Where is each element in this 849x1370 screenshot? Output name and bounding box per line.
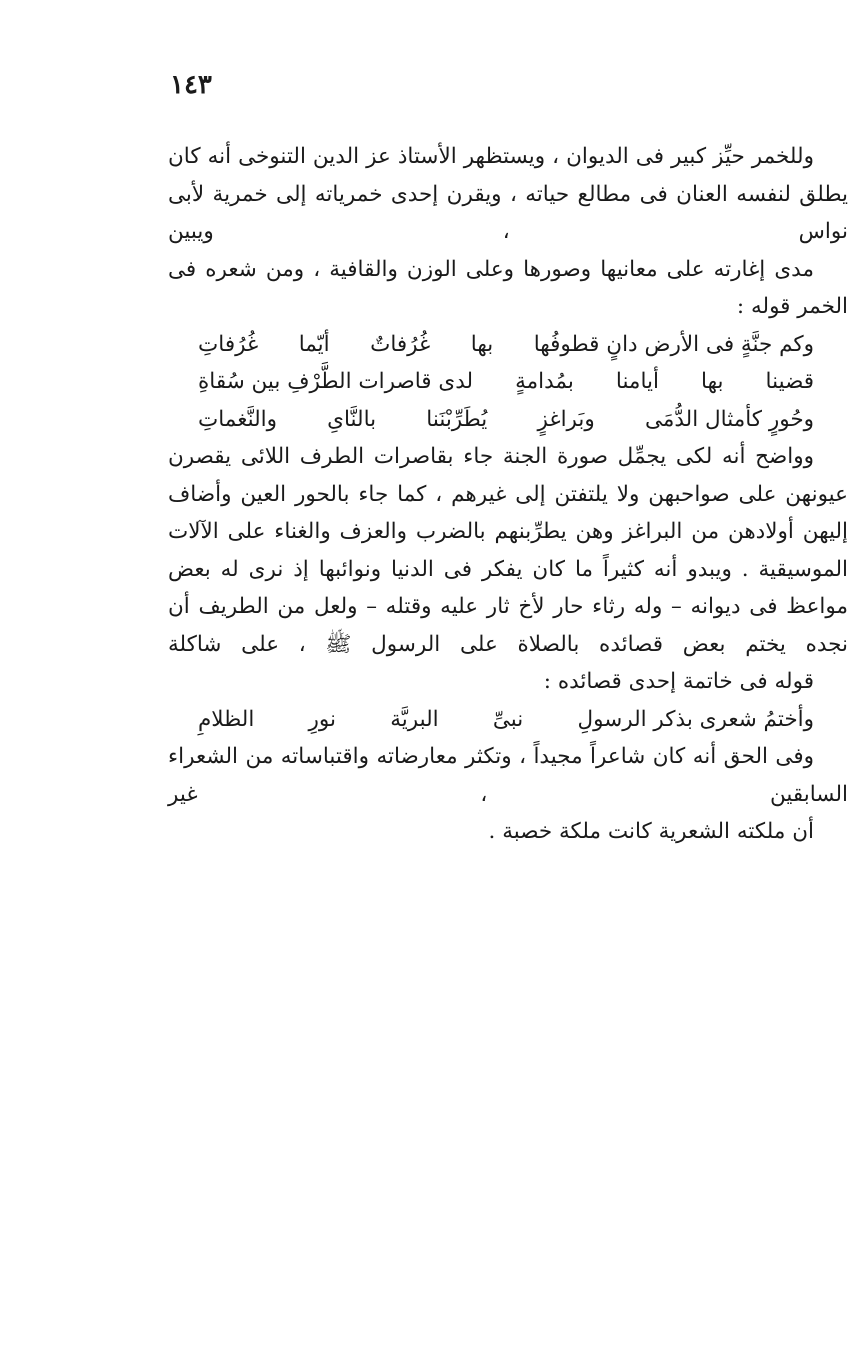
verse-segment: بالنَّاىِ (327, 406, 377, 432)
verse-segment: بها (470, 331, 494, 357)
verse-segment: لدى قاصرات الطَّرْفِ بين سُقاةِ (198, 369, 474, 394)
verse-line (198, 326, 848, 364)
verse-segment: والنَّغماتِ (198, 406, 277, 432)
verse-segment: الظلامِ (198, 706, 255, 732)
page-number: ١٤٣ (170, 70, 212, 100)
paragraph-2 (168, 438, 848, 701)
paragraph-1 (168, 138, 848, 326)
verse-segment: وكم جنَّةٍ فى الأرض دانٍ قطوفُها (533, 331, 814, 357)
verse-segment: وحُورٍ كأمثال الدُّمَى (644, 406, 814, 432)
verse-segment: بها (701, 369, 724, 394)
paragraph-line: ولعل من الطريف أن نجده يختم بعض قصائده بالصلاة على الرسول ﷺ ، على شاكلة (168, 594, 848, 657)
verse-segment: أيّما (298, 331, 330, 357)
paragraph-line: وهن يطرِّبنهم بالضرب والعزف والغناء على الآلات الموسيقية . ويبدو أنه كثيراً ما كان يفكر (168, 519, 848, 582)
paragraph-line: وللخمر حيِّز كبير فى الديوان ، ويستظهر الأستاذ عز الدين التنوخى أنه كان يطلق (168, 144, 848, 207)
verse-segment: بمُدامةٍ (515, 369, 574, 394)
verse-line (198, 363, 848, 401)
verse-segment: نورِ (308, 706, 337, 732)
body-text (168, 138, 848, 851)
paragraph-line: لنفسه العنان فى مطالع حياته ، ويقرن إحدى خمرياته إلى خمرية لأبى نواس ، ويبين (168, 181, 848, 244)
paragraph-3 (168, 738, 848, 851)
paragraph-line: صواحبهن ولا يلتفتن إلى غيرهم ، كما جاء بالحور العين وأضاف إليهن أولادهن من البراغز (168, 481, 848, 544)
paragraph-line: وواضح أنه لكى يجمِّل صورة الجنة جاء بقاصرات الطرف اللائى يقصرن عيونهن على (168, 444, 848, 507)
verse-segment: أيامنا (615, 369, 659, 394)
verse-line (198, 401, 848, 439)
verse-segment: البريَّة (390, 706, 439, 732)
verse-segment: وبَراغزٍ (537, 406, 595, 432)
paragraph-line: أن ملكته الشعرية كانت ملكة خصبة . (488, 819, 814, 844)
verse-segment: غُرُفاتٌ (370, 331, 431, 357)
paragraph-line: وفى الحق أنه كان شاعراً مجيداً ، وتكثر معارضاته واقتباساته من الشعراء السابقين ، غير (168, 744, 848, 807)
paragraph-line: مدى إغارته على معانيها وصورها وعلى الوزن والقافية ، ومن شعره فى الخمر قوله : (168, 256, 848, 319)
verse-block-2 (198, 701, 848, 739)
verse-segment: وأختمُ شعرى بذكر الرسولِ (577, 706, 814, 732)
verse-segment: يُطَرِّبْنَنا (426, 406, 488, 432)
verse-line (198, 701, 848, 739)
paragraph-line: فى الدنيا ونوائبها إذ نرى له بعض مواعظ فى ديوانه – وله رثاء حار لأخ ثار عليه وقتله – (168, 556, 849, 619)
paragraph-line: قوله فى خاتمة إحدى قصائده : (543, 669, 814, 694)
verse-segment: غُرُفاتِ (198, 331, 259, 357)
verse-segment: قضينا (765, 369, 814, 394)
verse-segment: نبىِّ (492, 706, 524, 732)
verse-block-1 (198, 326, 848, 439)
